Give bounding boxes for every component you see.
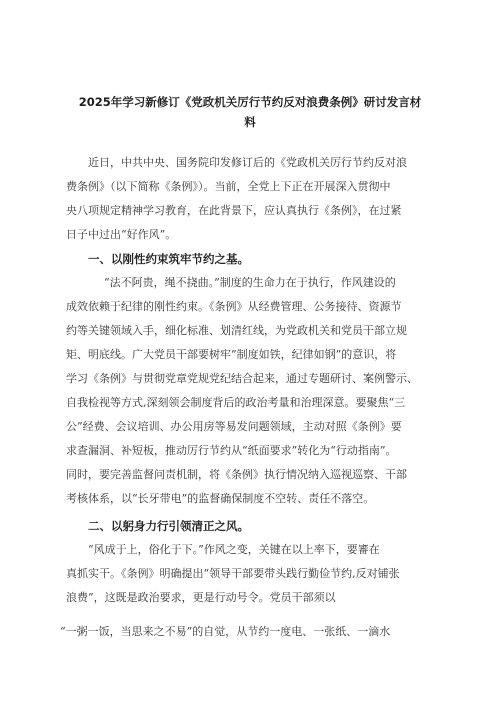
section-2-line: 真抓实干。《条例》明确提出“领导干部要带头践行勤俭节约,反对铺张	[66, 567, 400, 580]
intro-line: 费条例》（以下简称《条例》）。当前，全党上下正在开展深入贯彻中	[66, 180, 391, 193]
section-1-line: 求查漏洞、补短板，推动厉行节约从“纸面要求”转化为“行动指南”。	[66, 444, 397, 457]
section-1-heading: 一、以刚性约束筑牢节约之基。	[88, 252, 249, 266]
section-1-line: 成效依赖于纪律的刚性约束。《条例》从经费管理、公务接待、资源节	[66, 300, 402, 313]
intro-line: 央八项规定精神学习教育，在此背景下，应认真执行《条例》，在过紧	[66, 204, 402, 217]
section-1-line: 约等关键领域入手，细化标准、划清红线，为党政机关和党员干部立规	[66, 324, 407, 337]
intro-line: 近日，中共中央、国务院印发修订后的《党政机关厉行节约反对浪	[88, 156, 407, 169]
document-title	[70, 92, 430, 132]
section-2-line: “一粥一饭，当思来之不易”的自觉，从节约一度电、一张纸、一滴水	[60, 625, 391, 638]
section-1-line: 学习《条例》与贯彻党章党规党纪结合起来，通过专题研讨、案例警示、	[66, 372, 418, 385]
section-1-line: 考核体系，以“长牙带电”的监督确保制度不空转、责任不落空。	[66, 492, 375, 505]
intro-line: 日子中过出“好作风”。	[66, 228, 177, 241]
title-line-1: 2025年学习新修订《党政机关厉行节约反对浪费条例》研讨发言材	[78, 95, 422, 109]
section-2-line: “风成于上，俗化于下。”作风之变，关键在以上率下，要審在	[88, 543, 380, 556]
title-line-2: 料	[244, 115, 256, 129]
section-2-heading: 二、以躬身力行引领清正之风。	[88, 519, 249, 533]
section-2-line: 浪费”，这既是政治要求，更是行动号令。党员干部须以	[66, 591, 336, 604]
section-1-line: 矩、明底线。广大党员干部要树牢”制度如铁，纪律如钢”的意识，将	[66, 348, 397, 361]
section-1-line: 同时，要完善监督问责机制，将《条例》执行情况纳入巡视巡察、干部	[66, 468, 407, 481]
section-1-line: “法不阿贵，绳不挠曲。”制度的生命力在于执行，作风建设的	[104, 276, 396, 289]
section-1-line: 公”经费、会议培训、办公用房等易发问题领域，主动对照《条例》要	[66, 420, 402, 433]
section-1-line: 自我检视等方式,深刻领会制度背后的政治考量和治理深意。要聚焦“三	[66, 396, 406, 409]
